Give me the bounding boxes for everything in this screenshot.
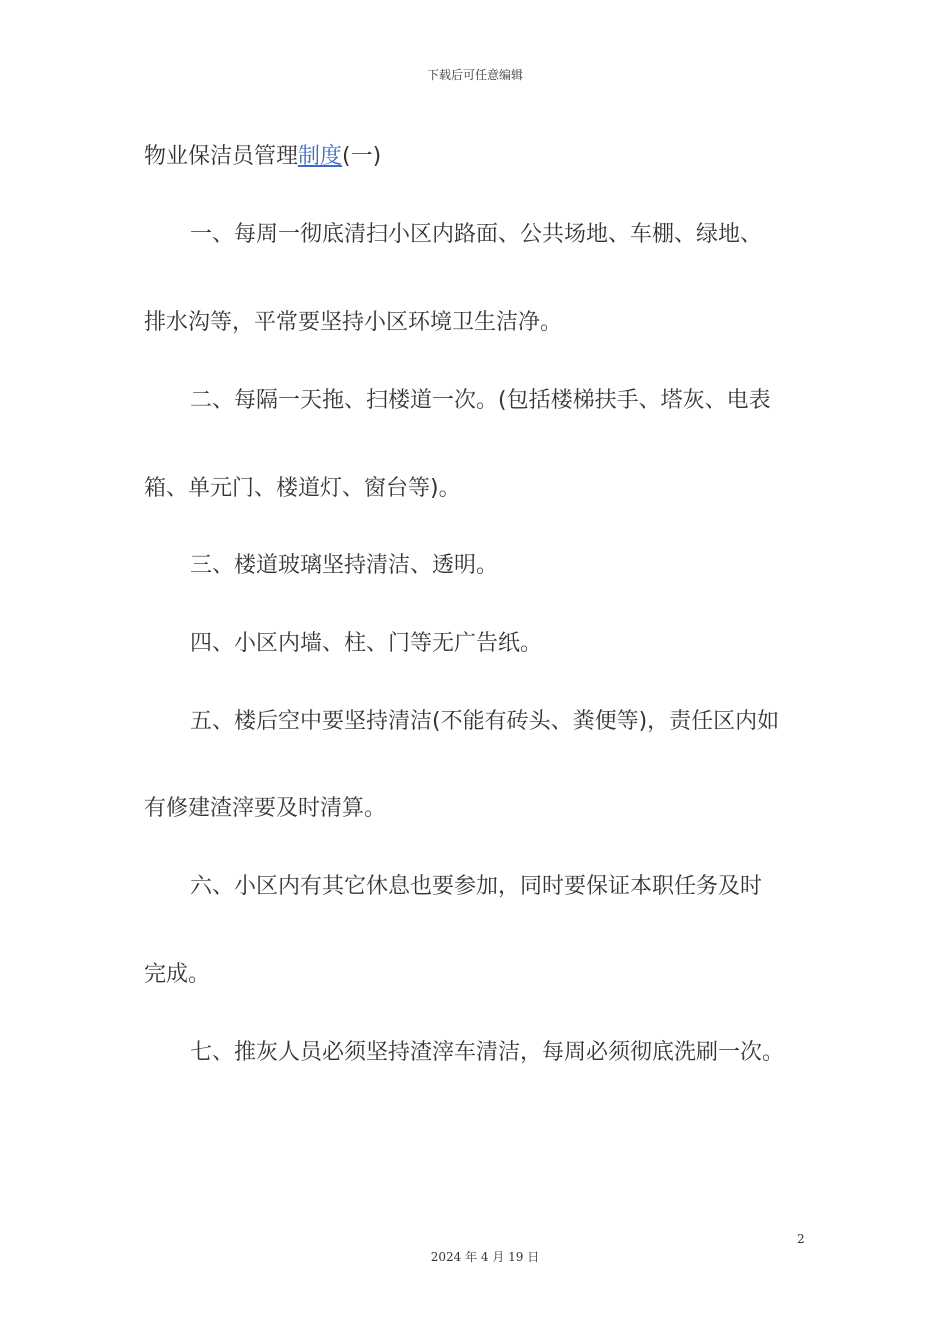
paragraph-2-line-1: 二、每隔一天拖、扫楼道一次。(包括楼梯扶手、塔灰、电表 xyxy=(190,388,771,413)
paragraph-2-line-2: 箱、单元门、楼道灯、窗台等)。 xyxy=(144,476,461,501)
paragraph-6-line-1: 六、小区内有其它休息也要参加，同时要保证本职任务及时 xyxy=(190,874,763,899)
title-prefix: 物业保洁员管理 xyxy=(144,144,299,169)
paragraph-1-line-2: 排水沟等，平常要坚持小区环境卫生洁净。 xyxy=(144,310,563,335)
page-number: 2 xyxy=(797,1232,805,1246)
title-suffix: (一) xyxy=(342,144,382,169)
header-note: 下载后可任意编辑 xyxy=(426,68,523,82)
title-link[interactable]: 制度 xyxy=(298,144,343,169)
footer-date: 2024 年 4 月 19 日 xyxy=(430,1250,540,1264)
paragraph-5-line-2: 有修建渣滓要及时清算。 xyxy=(144,796,387,821)
paragraph-6-line-2: 完成。 xyxy=(144,962,211,987)
paragraph-1-line-1: 一、每周一彻底清扫小区内路面、公共场地、车棚、绿地、 xyxy=(190,222,763,247)
paragraph-7-line-1: 七、推灰人员必须坚持渣滓车清洁，每周必须彻底洗刷一次。 xyxy=(190,1040,785,1065)
paragraph-3-line-1: 三、楼道玻璃坚持清洁、透明。 xyxy=(190,553,499,578)
paragraph-4-line-1: 四、小区内墙、柱、门等无广告纸。 xyxy=(190,631,543,656)
document-title xyxy=(144,141,381,173)
paragraph-5-line-1: 五、楼后空中要坚持清洁(不能有砖头、粪便等)，责任区内如 xyxy=(190,709,780,734)
